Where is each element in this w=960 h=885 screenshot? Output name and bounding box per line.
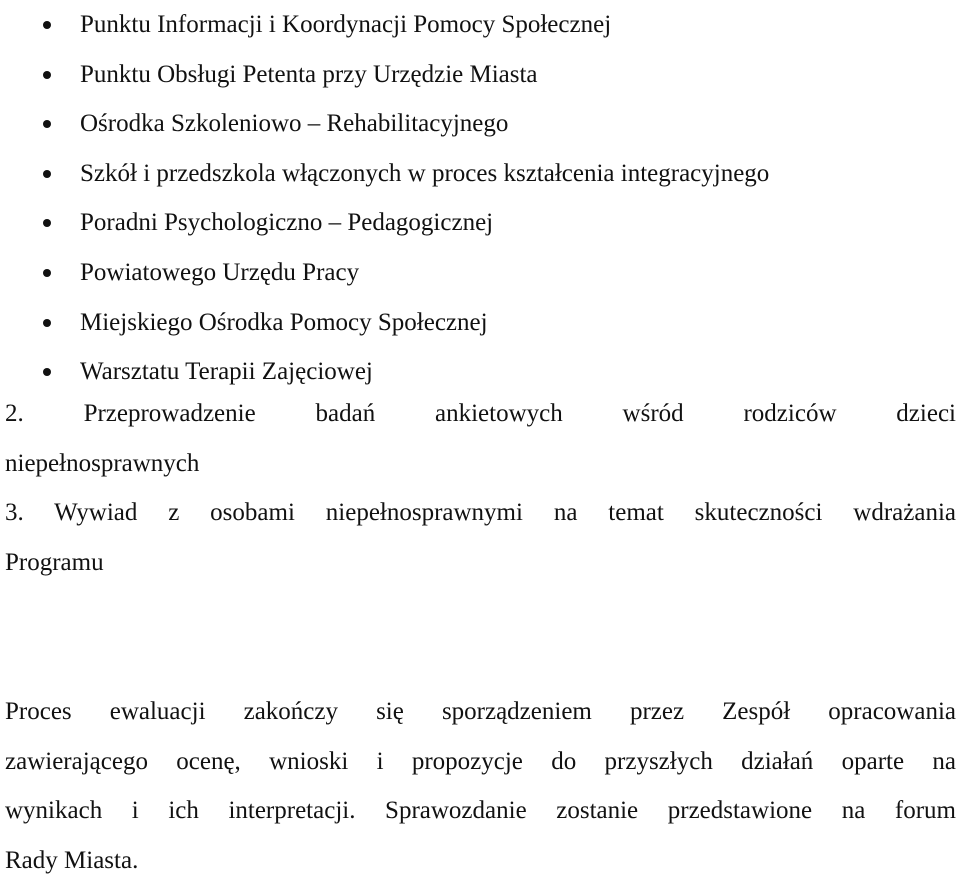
numbered-item-3-line-2: Programu xyxy=(5,548,104,576)
numbered-item-2 xyxy=(5,389,956,488)
list-item xyxy=(0,298,960,348)
list-item-text: Miejskiego Ośrodka Pomocy Społecznej xyxy=(80,308,488,336)
list-item xyxy=(0,198,960,248)
bullet-icon xyxy=(43,21,51,29)
summary-line-1: Proces ewaluacji zakończy się sporządzeniem przez Zespół opracowania xyxy=(5,698,956,725)
list-item xyxy=(0,99,960,149)
bullet-icon xyxy=(43,319,51,327)
numbered-item-2-line-2: niepełnosprawnych xyxy=(5,449,200,477)
summary-line-2: zawierającego ocenę, wnioski i propozycje do przyszłych działań oparte na xyxy=(5,747,956,775)
bullet-icon xyxy=(43,120,51,128)
summary-paragraph xyxy=(5,687,956,885)
list-item xyxy=(0,50,960,100)
list-item-text: Szkół i przedszkola włączonych w proces kształcenia integracyjnego xyxy=(80,159,770,187)
list-item xyxy=(0,248,960,298)
numbered-item-3 xyxy=(5,488,956,587)
list-item xyxy=(0,149,960,199)
list-item xyxy=(0,0,960,50)
numbered-item-3-line-1: 3. Wywiad z osobami niepełnosprawnymi na temat skuteczności wdrażania xyxy=(5,499,956,526)
list-item-text: Punktu Informacji i Koordynacji Pomocy Społecznej xyxy=(80,11,612,38)
bullet-icon xyxy=(43,170,51,178)
summary-line-4: Rady Miasta. xyxy=(5,846,139,874)
institution-list xyxy=(0,0,960,397)
list-item-text: Powiatowego Urzędu Pracy xyxy=(80,258,360,286)
list-item-text: Ośrodka Szkoleniowo – Rehabilitacyjnego xyxy=(80,110,509,138)
bullet-icon xyxy=(43,71,51,79)
summary-line-3: wynikach i ich interpretacji. Sprawozdanie zostanie przedstawione na forum xyxy=(5,797,956,825)
list-item-text: Poradni Psychologiczno – Pedagogicznej xyxy=(80,209,494,237)
bullet-icon xyxy=(43,269,51,277)
list-item-text: Warsztatu Terapii Zajęciowej xyxy=(80,358,373,386)
bullet-icon xyxy=(43,368,51,376)
numbered-item-2-line-1: 2. Przeprowadzenie badań ankietowych wśród rodziców dzieci xyxy=(5,400,956,427)
list-item-text: Punktu Obsługi Petenta przy Urzędzie Miasta xyxy=(80,60,538,88)
bullet-icon xyxy=(43,219,51,227)
